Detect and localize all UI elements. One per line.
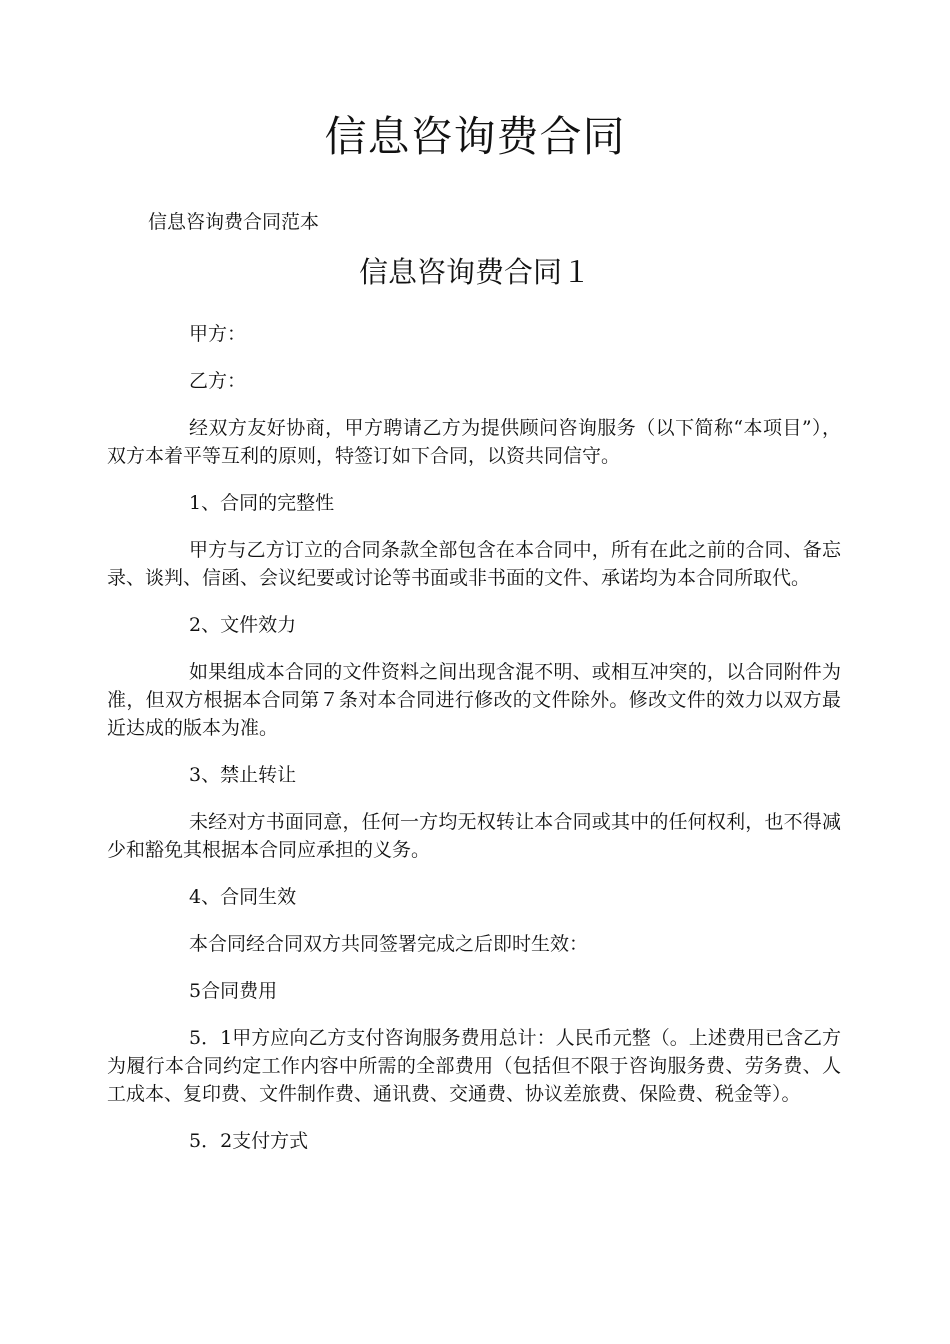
clause-heading: 2、文件效力 — [189, 614, 297, 636]
document-subtitle: 信息咨询费合同范本 — [148, 211, 320, 233]
clause-heading: 4、合同生效 — [189, 886, 297, 908]
clause-heading: 5．2支付方式 — [189, 1130, 309, 1152]
document-body — [107, 320, 841, 1174]
clause-heading: 5合同费用 — [189, 980, 278, 1002]
clause-heading: 1、合同的完整性 — [189, 492, 335, 514]
party-a-line: 甲方： — [189, 323, 247, 345]
document-title: 信息咨询费合同 — [324, 112, 626, 161]
preamble-paragraph: 经双方友好协商，甲方聘请乙方为提供顾问咨询服务（以下简称“本项目”），双方本着平等互利的原则，特签订如下合同，以资共同信守。 — [107, 417, 841, 467]
section-title: 信息咨询费合同１ — [358, 255, 591, 289]
clause-heading: 3、禁止转让 — [189, 764, 297, 786]
clause-paragraph: 如果组成本合同的文件资料之间出现含混不明、或相互冲突的，以合同附件为准，但双方根据本合同第７条对本合同进行修改的文件除外。修改文件的效力以双方最近达成的版本为准。 — [107, 661, 841, 739]
clause-paragraph: 未经对方书面同意，任何一方均无权转让本合同或其中的任何权利，也不得减少和豁免其根据本合同应承担的义务。 — [107, 811, 841, 861]
clause-paragraph: 本合同经合同双方共同签署完成之后即时生效： — [189, 933, 589, 955]
clause-paragraph: 5．1甲方应向乙方支付咨询服务费用总计：人民币元整（。上述费用已含乙方为履行本合同约定工作内容中所需的全部费用（包括但不限于咨询服务费、劳务费、人工成本、复印费、文件制作费、通讯费、交通费、协议差旅费、保险费、税金等）。 — [107, 1027, 841, 1105]
clause-paragraph: 甲方与乙方订立的合同条款全部包含在本合同中，所有在此之前的合同、备忘录、谈判、信函、会议纪要或讨论等书面或非书面的文件、承诺均为本合同所取代。 — [107, 539, 841, 589]
party-b-line: 乙方： — [189, 370, 247, 392]
